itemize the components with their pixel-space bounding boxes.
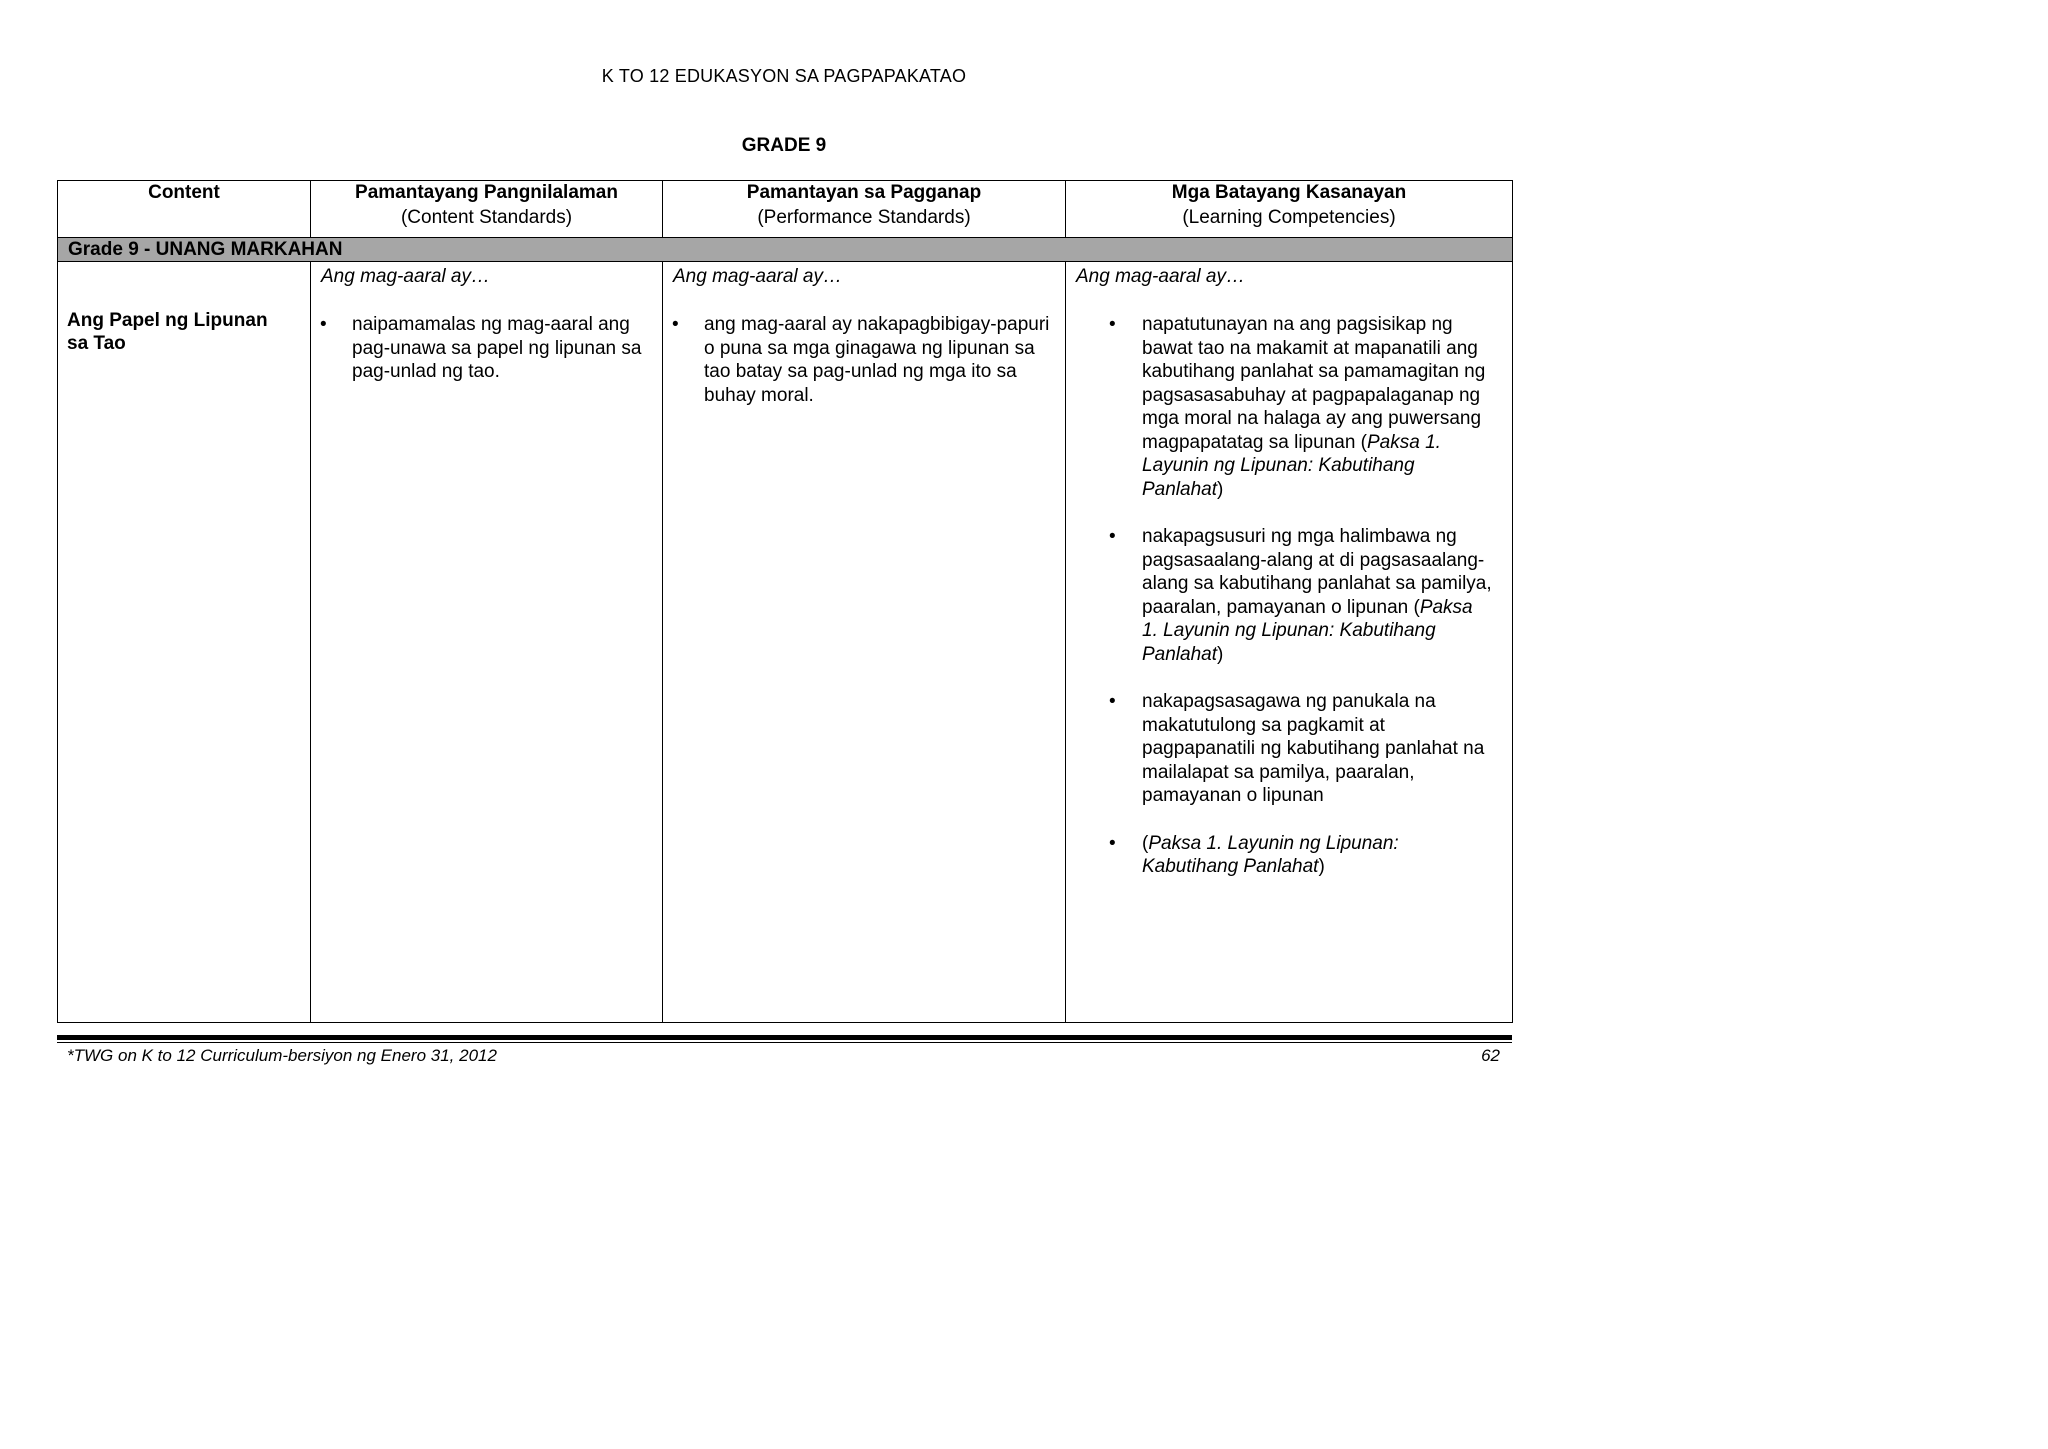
list-item [1066, 525, 1512, 666]
content-standards-cell [311, 262, 663, 1023]
list-item [1066, 832, 1512, 879]
bullet-list [663, 313, 1065, 407]
column-title: Content [148, 182, 220, 203]
bullet-list [1066, 313, 1512, 879]
competency-text: napatutunayan na ang pagsisikap ng bawat tao na makamit at mapanatili ang kabutihang panlahat sa pamamagitan ng pagsasasabuhay at pagpapalaganap ng mga moral na halaga ay ang puwersang magpapatatag sa lipunan ( [1142, 314, 1486, 453]
footer-note: *TWG on K to 12 Curriculum-bersiyon ng Enero 31, 2012 [67, 1046, 497, 1065]
column-header-content-standards [311, 181, 663, 238]
bullet-icon: • [1109, 832, 1116, 854]
page-number: 62 [1481, 1046, 1500, 1065]
intro-text: Ang mag-aaral ay… [321, 266, 490, 287]
performance-standards-cell [663, 262, 1066, 1023]
closing-paren: ) [1217, 478, 1224, 500]
bullet-icon: • [672, 314, 679, 335]
column-title: Pamantayang Pangnilalaman [355, 182, 618, 203]
competency-text: nakapagsusuri ng mga halimbawa ng pagsasaalang-alang at di pagsasaalang-alang sa kabutihang panlahat sa pamilya, paaralan, pamayanan o lipunan ( [1142, 526, 1492, 618]
competency-text: nakapagsasagawa ng panukala na makatutulong sa pagkamit at pagpapanatili ng kabutihang panlahat na mailalapat sa pamilya, paaralan, pamayanan o lipunan [1142, 691, 1485, 806]
list-item [1066, 690, 1512, 808]
bullet-icon: • [1109, 691, 1116, 712]
column-subtitle: (Learning Competencies) [1182, 207, 1396, 228]
closing-paren: ) [1217, 643, 1224, 665]
bullet-text: naipamamalas ng mag-aaral ang pag-unawa sa papel ng lipunan sa pag-unlad ng tao. [352, 314, 642, 382]
grade-title: GRADE 9 [741, 135, 827, 156]
bullet-list [311, 313, 662, 384]
document-header: K TO 12 EDUKASYON SA PAGPAPAKATAO [601, 66, 967, 86]
column-title: Pamantayan sa Pagganap [746, 182, 982, 203]
column-title: Mga Batayang Kasanayan [1171, 182, 1407, 203]
bullet-icon: • [1109, 314, 1116, 335]
quarter-label: Grade 9 - UNANG MARKAHAN [58, 238, 1513, 262]
bullet-text: ang mag-aaral ay nakapagbibigay-papuri o puna sa mga ginagawa ng lipunan sa tao batay sa pag-unlad ng mga ito sa buhay moral. [704, 314, 1050, 406]
bullet-icon: • [320, 314, 327, 335]
closing-paren: ) [1318, 856, 1325, 877]
table-row [58, 262, 1513, 1023]
topic-reference: Paksa 1. Layunin ng Lipunan: Kabutihang Panlahat [1142, 832, 1399, 877]
column-subtitle: (Performance Standards) [757, 207, 971, 228]
table-header-row [58, 181, 1513, 238]
topic-reference: Paksa 1. Layunin ng Lipunan: Kabutihang Panlahat [1142, 431, 1441, 500]
quarter-row [58, 238, 1513, 262]
competency-text: ( [1142, 832, 1149, 854]
column-subtitle: (Content Standards) [400, 207, 573, 228]
column-header-performance-standards [663, 181, 1066, 238]
list-item [311, 313, 662, 384]
content-cell [58, 262, 311, 1023]
list-item [663, 313, 1065, 407]
intro-text: Ang mag-aaral ay… [673, 266, 842, 287]
bullet-icon: • [1109, 526, 1116, 547]
content-topic: Ang Papel ng Lipunan sa Tao [67, 310, 268, 354]
curriculum-table [57, 180, 1513, 1023]
learning-competencies-cell [1066, 262, 1513, 1023]
column-header-content [58, 181, 311, 238]
footer-rule-thick [57, 1035, 1512, 1040]
list-item [1066, 313, 1512, 501]
column-header-learning-competencies [1066, 181, 1513, 238]
footer-rule-thin [57, 1042, 1512, 1043]
intro-text: Ang mag-aaral ay… [1076, 266, 1245, 287]
topic-reference: Paksa 1. Layunin ng Lipunan: Kabutihang Panlahat [1142, 596, 1473, 665]
